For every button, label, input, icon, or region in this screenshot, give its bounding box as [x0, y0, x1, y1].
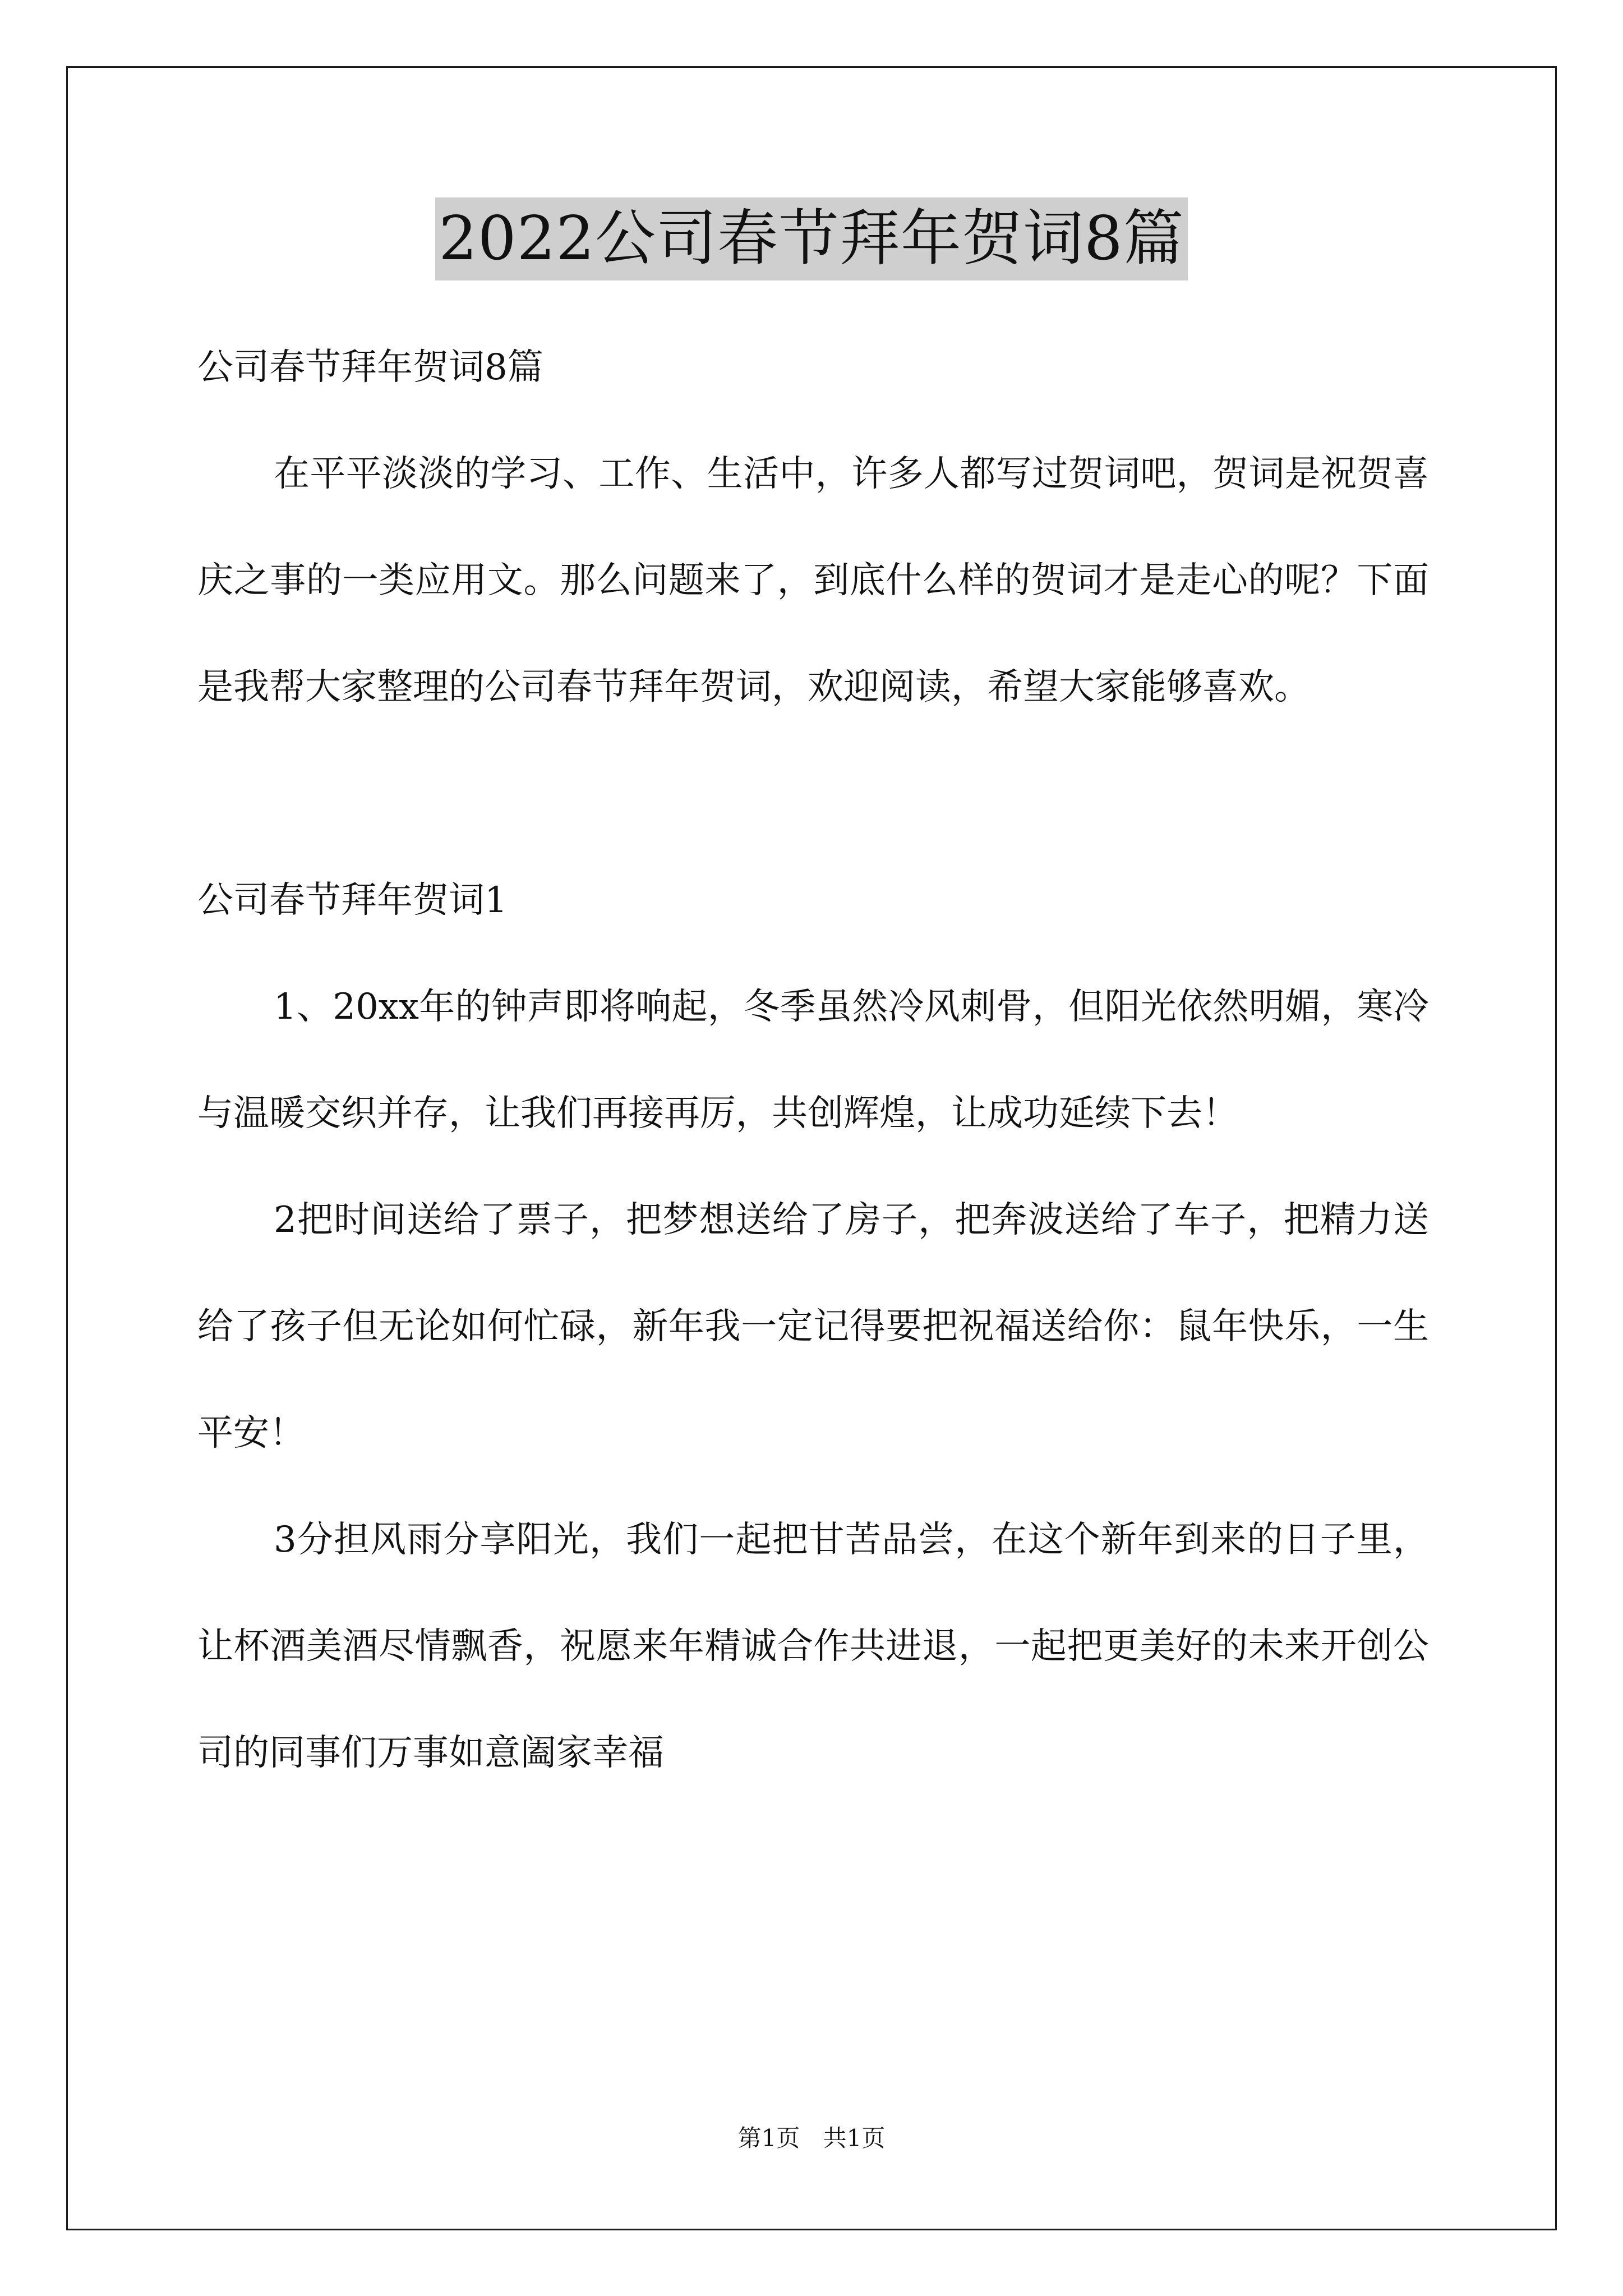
document-subtitle: 公司春节拜年贺词8篇	[197, 347, 543, 388]
section-heading: 公司春节拜年贺词1	[197, 880, 508, 921]
page-number-current: 第1页	[737, 2124, 800, 2152]
greeting-item-3: 3分担风雨分享阳光，我们一起把甘苦品尝，在这个新年到来的日子里，让杯酒美酒尽情飘香，祝愿来年精诚合作共进退，一起把更美好的未来开创公司的同事们万事如意阖家幸福	[197, 1519, 1429, 1774]
document-title: 2022公司春节拜年贺词8篇	[435, 197, 1188, 280]
document-body	[197, 314, 1429, 1806]
page-number-total: 共1页	[823, 2124, 886, 2152]
paragraph-spacer	[197, 740, 1429, 847]
page-footer	[0, 2122, 1623, 2155]
intro-paragraph: 在平平淡淡的学习、工作、生活中，许多人都写过贺词吧，贺词是祝贺喜庆之事的一类应用文。那么问题来了，到底什么样的贺词才是走心的呢？下面是我帮大家整理的公司春节拜年贺词，欢迎阅读，希望大家能够喜欢。	[197, 453, 1429, 708]
title-container	[0, 197, 1623, 280]
greeting-item-2: 2把时间送给了票子，把梦想送给了房子，把奔波送给了车子，把精力送给了孩子但无论如何忙碌，新年我一定记得要把祝福送给你：鼠年快乐，一生平安！	[197, 1199, 1429, 1454]
greeting-item-1: 1、20xx年的钟声即将响起，冬季虽然冷风刺骨，但阳光依然明媚，寒冷与温暖交织并存，让我们再接再厉，共创辉煌，让成功延续下去！	[197, 986, 1429, 1134]
